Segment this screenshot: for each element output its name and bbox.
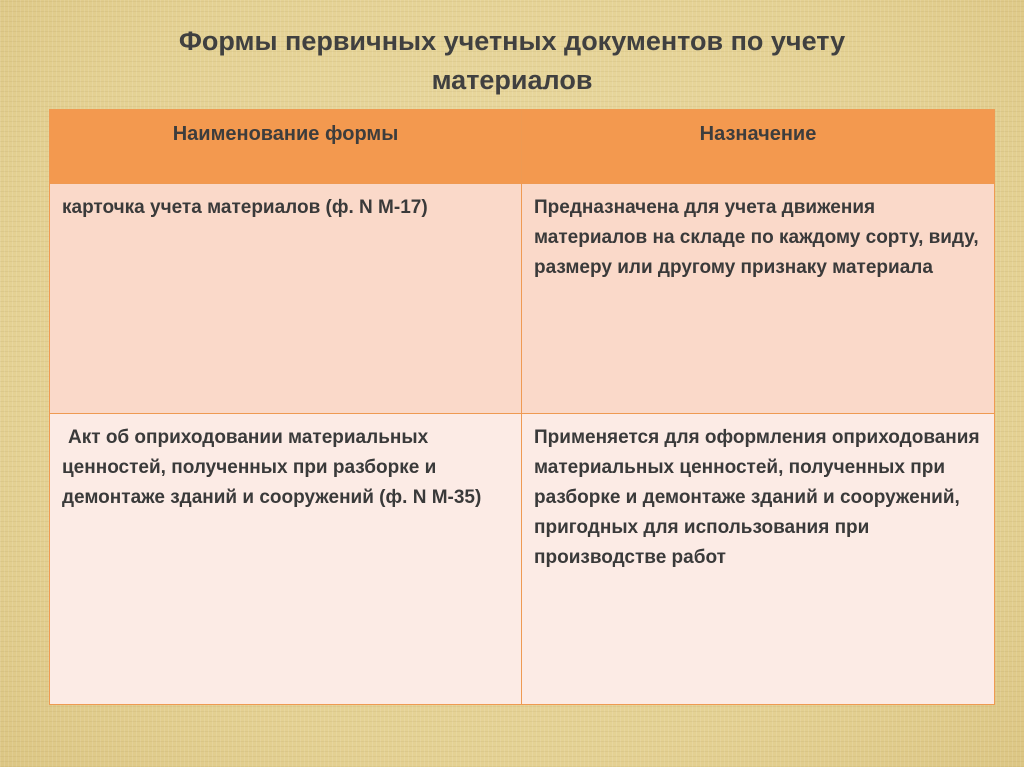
table-header-row <box>50 110 995 184</box>
form-purpose-cell: Применяется для оформления оприходования материальных ценностей, полученных при разборке и демонтаже зданий и сооружений, пригодных для использования при производстве работ <box>522 414 995 705</box>
form-name-cell: карточка учета материалов (ф. N М-17) <box>50 184 522 414</box>
table-row <box>50 414 995 705</box>
forms-table-container <box>49 109 994 705</box>
table-body <box>50 184 995 705</box>
form-purpose-cell: Предназначена для учета движения материалов на складе по каждому сорту, виду, размеру или другому признаку материала <box>522 184 995 414</box>
column-header-purpose: Назначение <box>522 110 995 184</box>
slide-title: Формы первичных учетных документов по учету материалов <box>178 26 846 95</box>
form-name-cell: Акт об оприходовании материальных ценностей, полученных при разборке и демонтаже зданий и сооружений (ф. N М-35) <box>50 414 522 705</box>
table-row <box>50 184 995 414</box>
forms-table <box>49 109 995 705</box>
table-header <box>50 110 995 184</box>
column-header-form-name: Наименование формы <box>50 110 522 184</box>
